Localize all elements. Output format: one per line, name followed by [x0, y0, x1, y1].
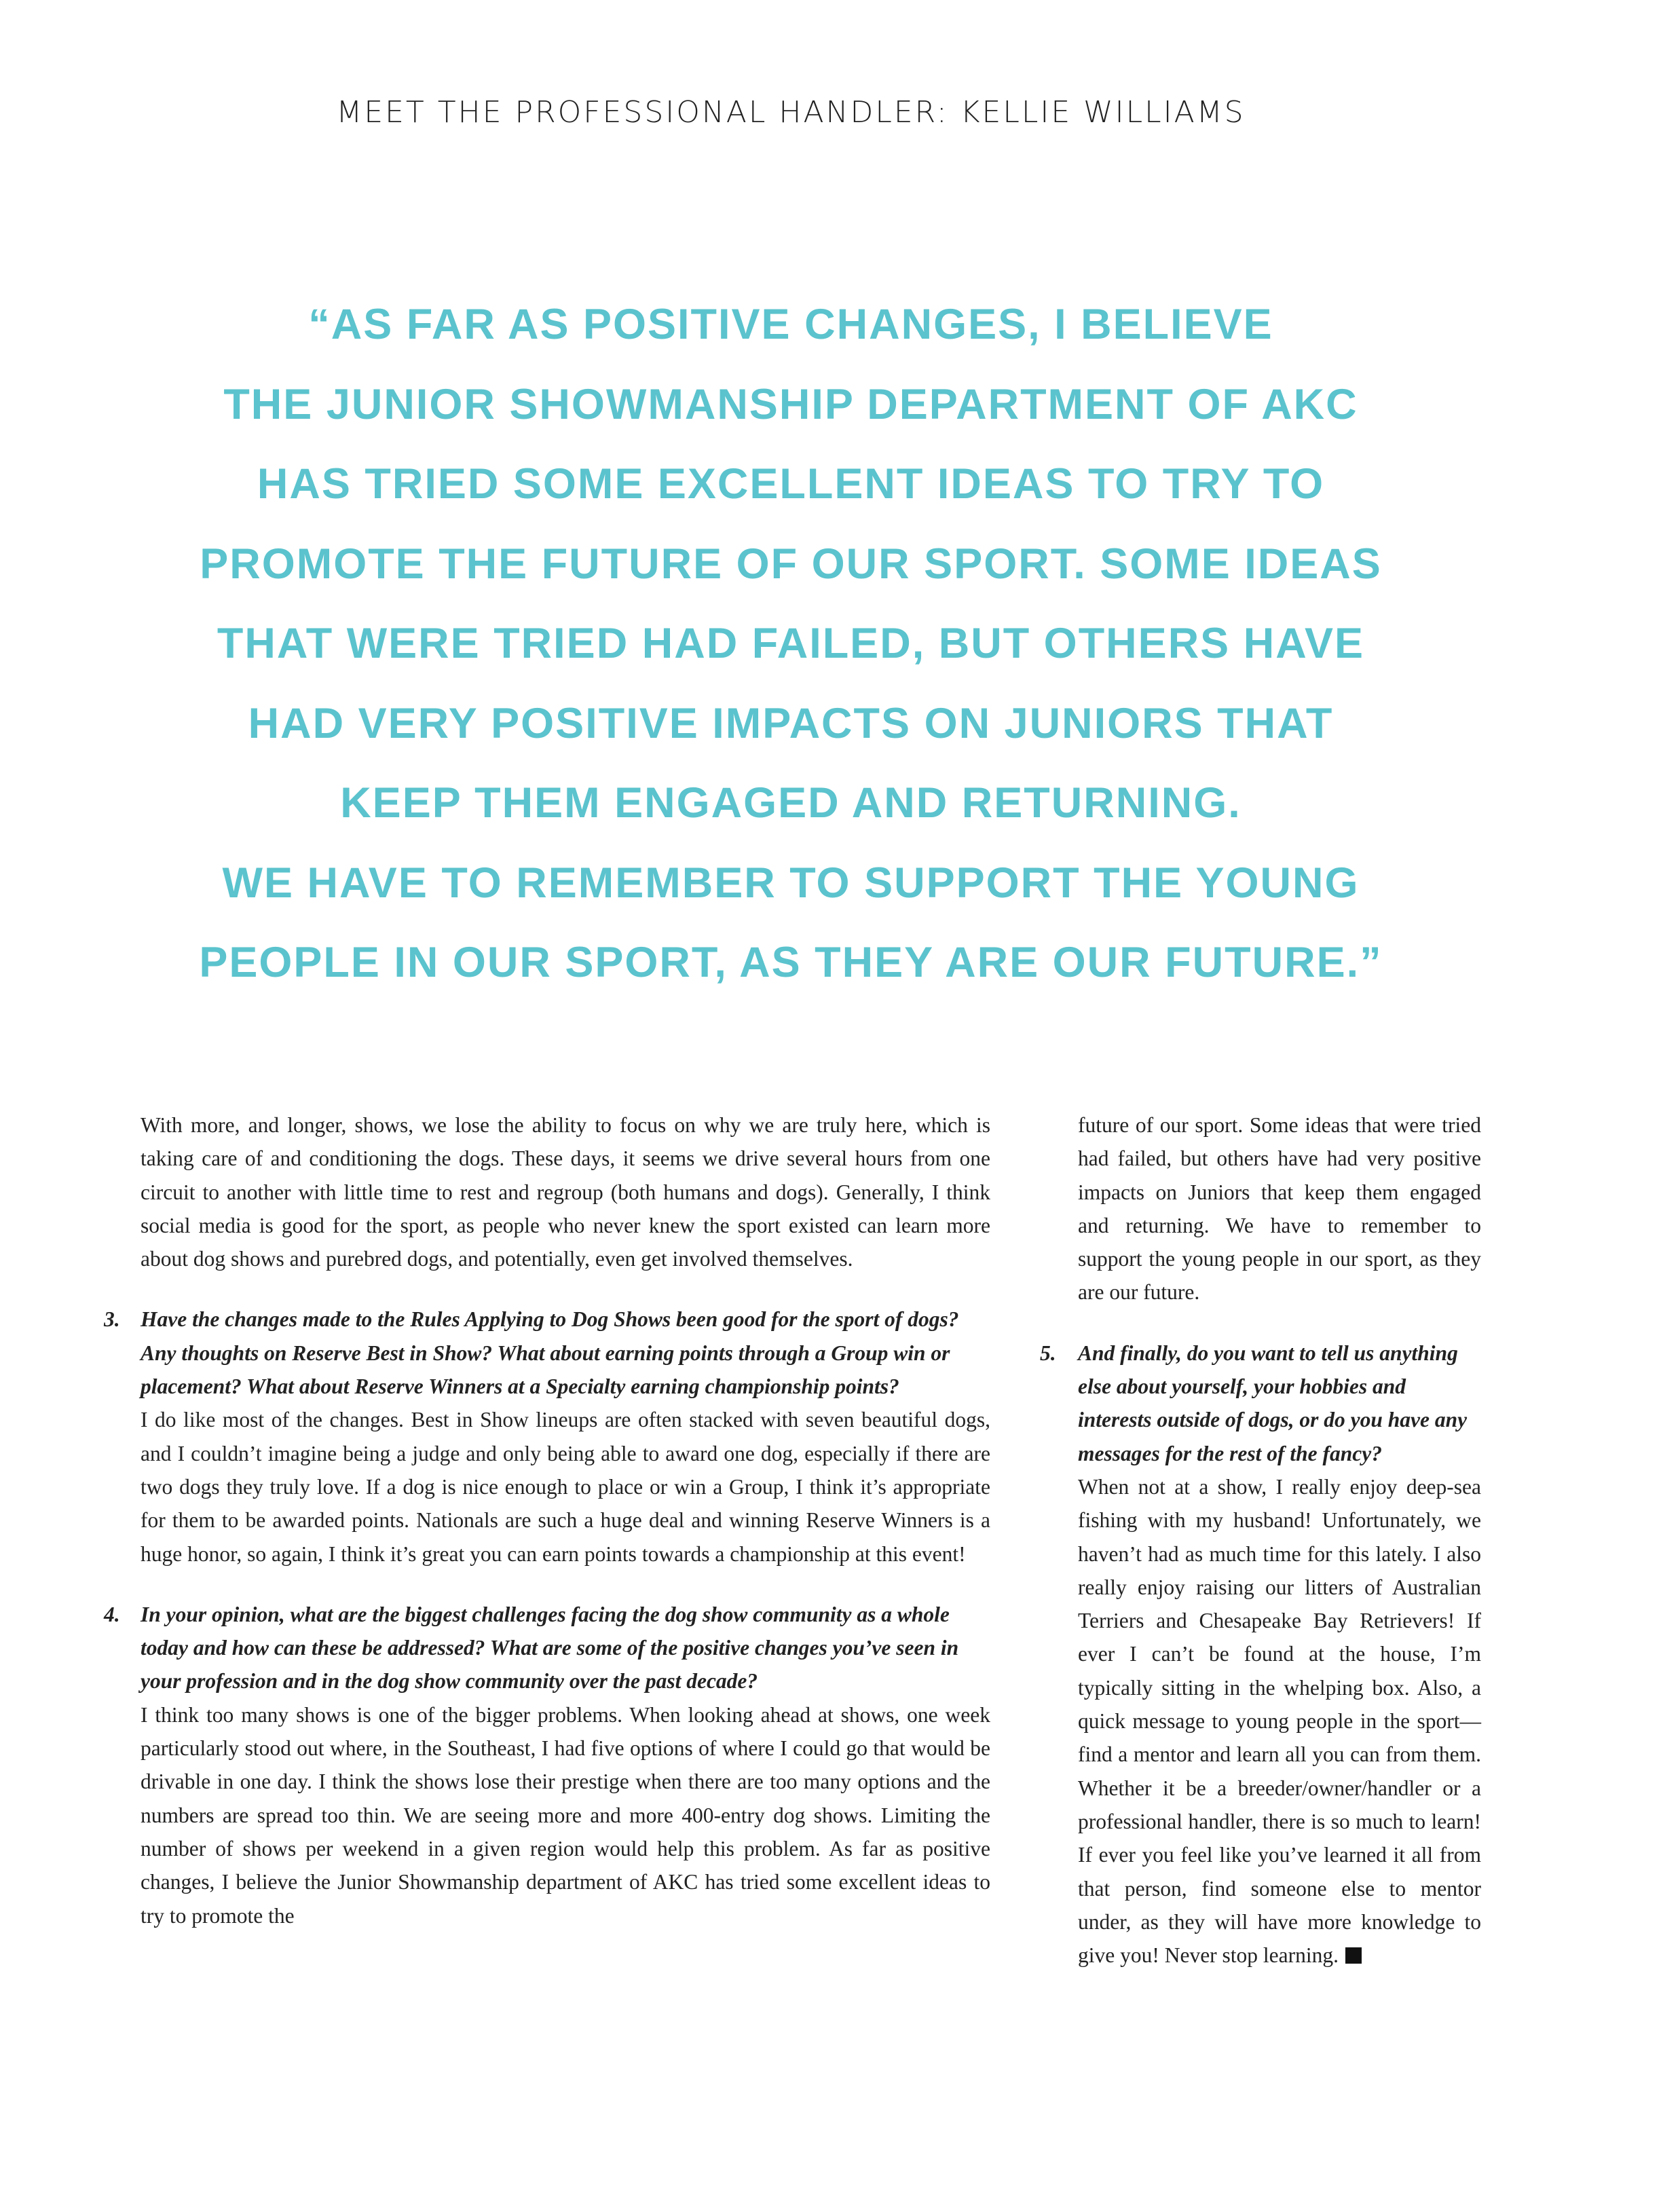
- pull-quote-line: THE JUNIOR SHOWMANSHIP DEPARTMENT OF AKC: [223, 380, 1358, 428]
- pull-quote: [0, 285, 1582, 1003]
- question-text: In your opinion, what are the biggest challenges facing the dog show community as a whole today and how can these be addressed? What are some of the positive changes you’ve seen in your profession and in the dog show community over the past decade?: [141, 1602, 959, 1694]
- pull-quote-line: PROMOTE THE FUTURE OF OUR SPORT. SOME IDEAS: [200, 540, 1382, 588]
- pull-quote-line: “AS FAR AS POSITIVE CHANGES, I BELIEVE: [308, 301, 1273, 348]
- right-column: [1040, 1108, 1481, 1972]
- answer-text: I do like most of the changes. Best in Show lineups are often stacked with seven beautiful dogs, and I couldn’t imagine being a judge and only being able to award one dog, especially if there are two dogs they truly love. If a dog is nice enough to place or win a Group, I think it’s appropriate for them to be awarded points. Nationals are such a huge deal and winning Reserve Winners is a huge honor, so again, I think it’s great you can earn points towards a championship at this event!: [141, 1408, 990, 1566]
- pull-quote-line: WE HAVE TO REMEMBER TO SUPPORT THE YOUNG: [222, 859, 1360, 907]
- pull-quote-line: HAD VERY POSITIVE IMPACTS ON JUNIORS THAT: [248, 699, 1334, 747]
- question-3: [104, 1303, 990, 1570]
- pull-quote-line: THAT WERE TRIED HAD FAILED, BUT OTHERS HAVE: [217, 620, 1365, 667]
- question-number: 3.: [104, 1307, 120, 1332]
- page-header: MEET THE PROFESSIONAL HANDLER: KELLIE WILLIAMS: [336, 95, 1246, 130]
- question-number: 5.: [1040, 1341, 1056, 1365]
- end-mark-icon: [1345, 1947, 1362, 1964]
- answer-text: I think too many shows is one of the bigger problems. When looking ahead at shows, one week particularly stood out where, in the Southeast, I had five options of where I could go that would be drivable in one day. I think the shows lose their prestige when there are too many options and the numbers are spread too thin. We are seeing more and more 400-entry dog shows. Limiting the number of shows per weekend in a given region would help this problem. As far as positive changes, I believe the Junior Showmanship department of AKC has tried some excellent ideas to try to promote the: [141, 1702, 990, 1928]
- pull-quote-line: HAS TRIED SOME EXCELLENT IDEAS TO TRY TO: [257, 460, 1325, 508]
- question-text: And finally, do you want to tell us anything else about yourself, your hobbies and interests outside of dogs, or do you have any messages for the rest of the fancy?: [1078, 1341, 1468, 1465]
- pull-quote-line: KEEP THEM ENGAGED AND RETURNING.: [340, 779, 1242, 827]
- answer-text: [1078, 1470, 1481, 1972]
- question-text: Have the changes made to the Rules Applying to Dog Shows been good for the sport of dogs? Any thoughts on Reserve Best in Show? What about earning points through a Group win or placement? What about Reserve Winners at a Specialty earning championship points?: [141, 1307, 959, 1399]
- answer-body: When not at a show, I really enjoy deep-sea fishing with my husband! Unfortunately, we haven’t had as much time for this lately. I also really enjoy raising our litters of Australian Terriers and Chesapeake Bay Retrievers! If ever I can’t be found at the house, I’m typically sitting in the whelping box. Also, a quick message to young people in the sport—find a mentor and learn all you can from them. Whether it be a breeder/owner/handler or a professional handler, there is so much to learn! If ever you feel like you’ve learned it all from that person, find someone else to mentor under, as they will have more knowledge to give you! Never stop learning.: [1078, 1474, 1481, 1968]
- continuation-paragraph: future of our sport. Some ideas that were tried had failed, but others have had very positive impacts on Juniors that keep them engaged and returning. We have to remember to support the young people in our sport, as they are our future.: [1078, 1113, 1481, 1305]
- question-4: [104, 1598, 990, 1932]
- intro-paragraph: With more, and longer, shows, we lose the ability to focus on why we are truly here, which is taking care of and conditioning the dogs. These days, it seems we drive several hours from one circuit to another with little time to rest and regroup (both humans and dogs). Generally, I think social media is good for the sport, as people who never knew the sport existed can learn more about dog shows and purebred dogs, and potentially, even get involved themselves.: [141, 1113, 990, 1271]
- question-number: 4.: [104, 1602, 120, 1626]
- question-5: [1040, 1336, 1481, 1972]
- pull-quote-line: PEOPLE IN OUR SPORT, AS THEY ARE OUR FUTURE.”: [199, 939, 1383, 986]
- left-column: [104, 1108, 990, 1932]
